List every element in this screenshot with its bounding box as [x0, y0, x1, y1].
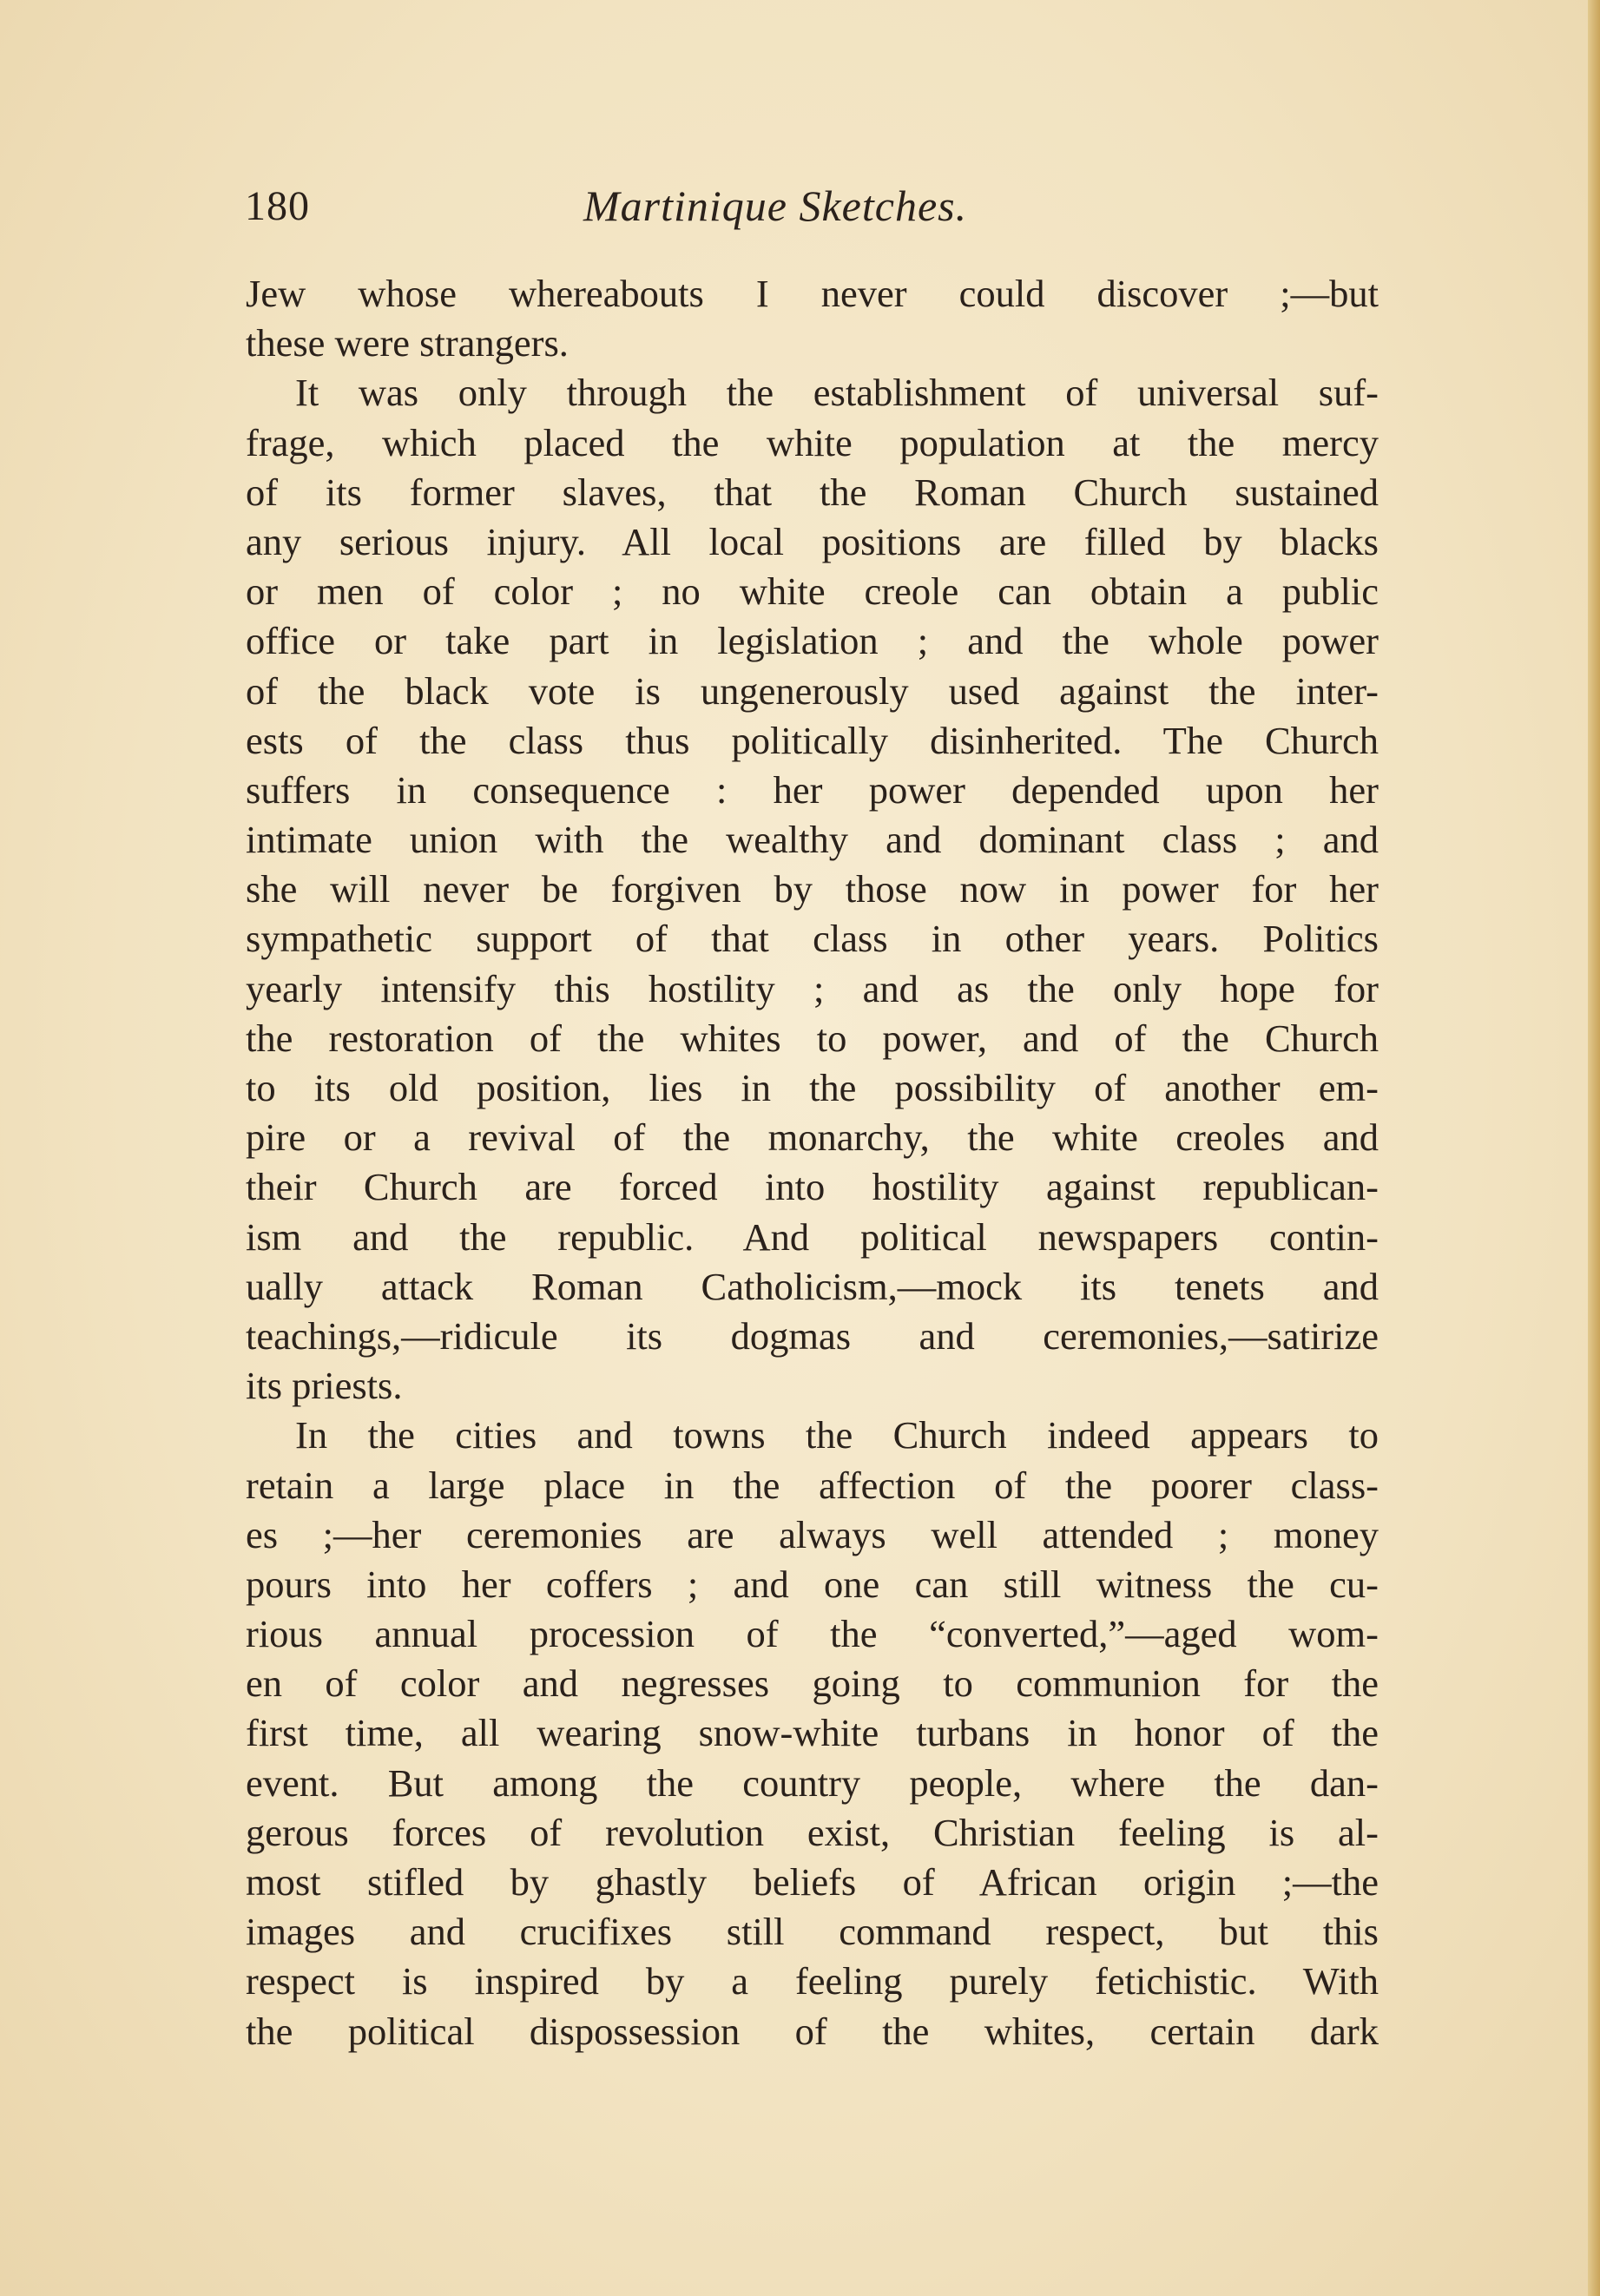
text-line: In the cities and towns the Church indeed appears to [295, 1413, 1379, 1457]
text-line: rious annual procession of the “converted,”—aged wom- [246, 1612, 1379, 1656]
text-line: respect is inspired by a feeling purely fetichistic. With [246, 1959, 1379, 2003]
text-line: It was only through the establishment of universal suf- [295, 371, 1379, 415]
text-line: ism and the republic. And political newspapers contin- [246, 1214, 1379, 1259]
text-line: she will never be forgiven by those now in power for her [246, 867, 1379, 911]
text-line: en of color and negresses going to communion for the [246, 1661, 1379, 1706]
body-text [246, 269, 1379, 2056]
running-title: Martinique Sketches. [583, 181, 968, 230]
text-line: Jew whose whereabouts I never could discover ;—but [246, 272, 1379, 315]
text-line: intimate union with the wealthy and dominant class ; and [246, 818, 1379, 862]
text-line: or men of color ; no white creole can obtain a public [246, 569, 1379, 614]
text-line: suffers in consequence : her power depended upon her [246, 767, 1379, 812]
text-line: of its former slaves, that the Roman Church sustained [246, 470, 1379, 514]
text-line: ually attack Roman Catholicism,—mock its tenets and [246, 1264, 1379, 1308]
running-head [245, 172, 1373, 241]
text-line: sympathetic support of that class in other years. Politics [246, 917, 1379, 961]
text-line: office or take part in legislation ; and the whole power [246, 619, 1379, 663]
text-line: their Church are forced into hostility against republican- [246, 1165, 1379, 1209]
text-line: images and crucifixes still command respect, but this [246, 1910, 1379, 1954]
text-line: the political dispossession of the whites, certain dark [246, 2009, 1379, 2053]
text-line: most stifled by ghastly beliefs of African origin ;—the [246, 1860, 1379, 1904]
text-line: gerous forces of revolution exist, Christian feeling is al- [246, 1810, 1379, 1854]
page-edge [1588, 0, 1600, 2296]
text-line: teachings,—ridicule its dogmas and ceremonies,—satirize [246, 1313, 1379, 1358]
text-line: pours into her coffers ; and one can still witness the cu- [246, 1562, 1379, 1606]
page-number: 180 [245, 183, 310, 229]
text-line: of the black vote is ungenerously used against the inter- [246, 668, 1379, 713]
text-line: event. But among the country people, where the dan- [246, 1760, 1379, 1805]
text-line: ests of the class thus politically disinherited. The Church [246, 718, 1379, 762]
text-line: the restoration of the whites to power, and of the Church [246, 1016, 1379, 1060]
text-line: any serious injury. All local positions are filled by blacks [246, 519, 1379, 563]
text-line: es ;—her ceremonies are always well attended ; money [246, 1512, 1379, 1556]
text-line: first time, all wearing snow-white turbans in honor of the [246, 1711, 1379, 1755]
text-line: these were strangers. [246, 321, 569, 365]
text-line: to its old position, lies in the possibility of another em- [246, 1066, 1379, 1109]
text-line: its priests. [246, 1364, 403, 1408]
text-line: frage, which placed the white population at the mercy [246, 420, 1379, 464]
text-line: pire or a revival of the monarchy, the white creoles and [246, 1115, 1379, 1160]
text-line: yearly intensify this hostility ; and as the only hope for [246, 966, 1379, 1010]
text-line: retain a large place in the affection of the poorer class- [246, 1463, 1379, 1507]
